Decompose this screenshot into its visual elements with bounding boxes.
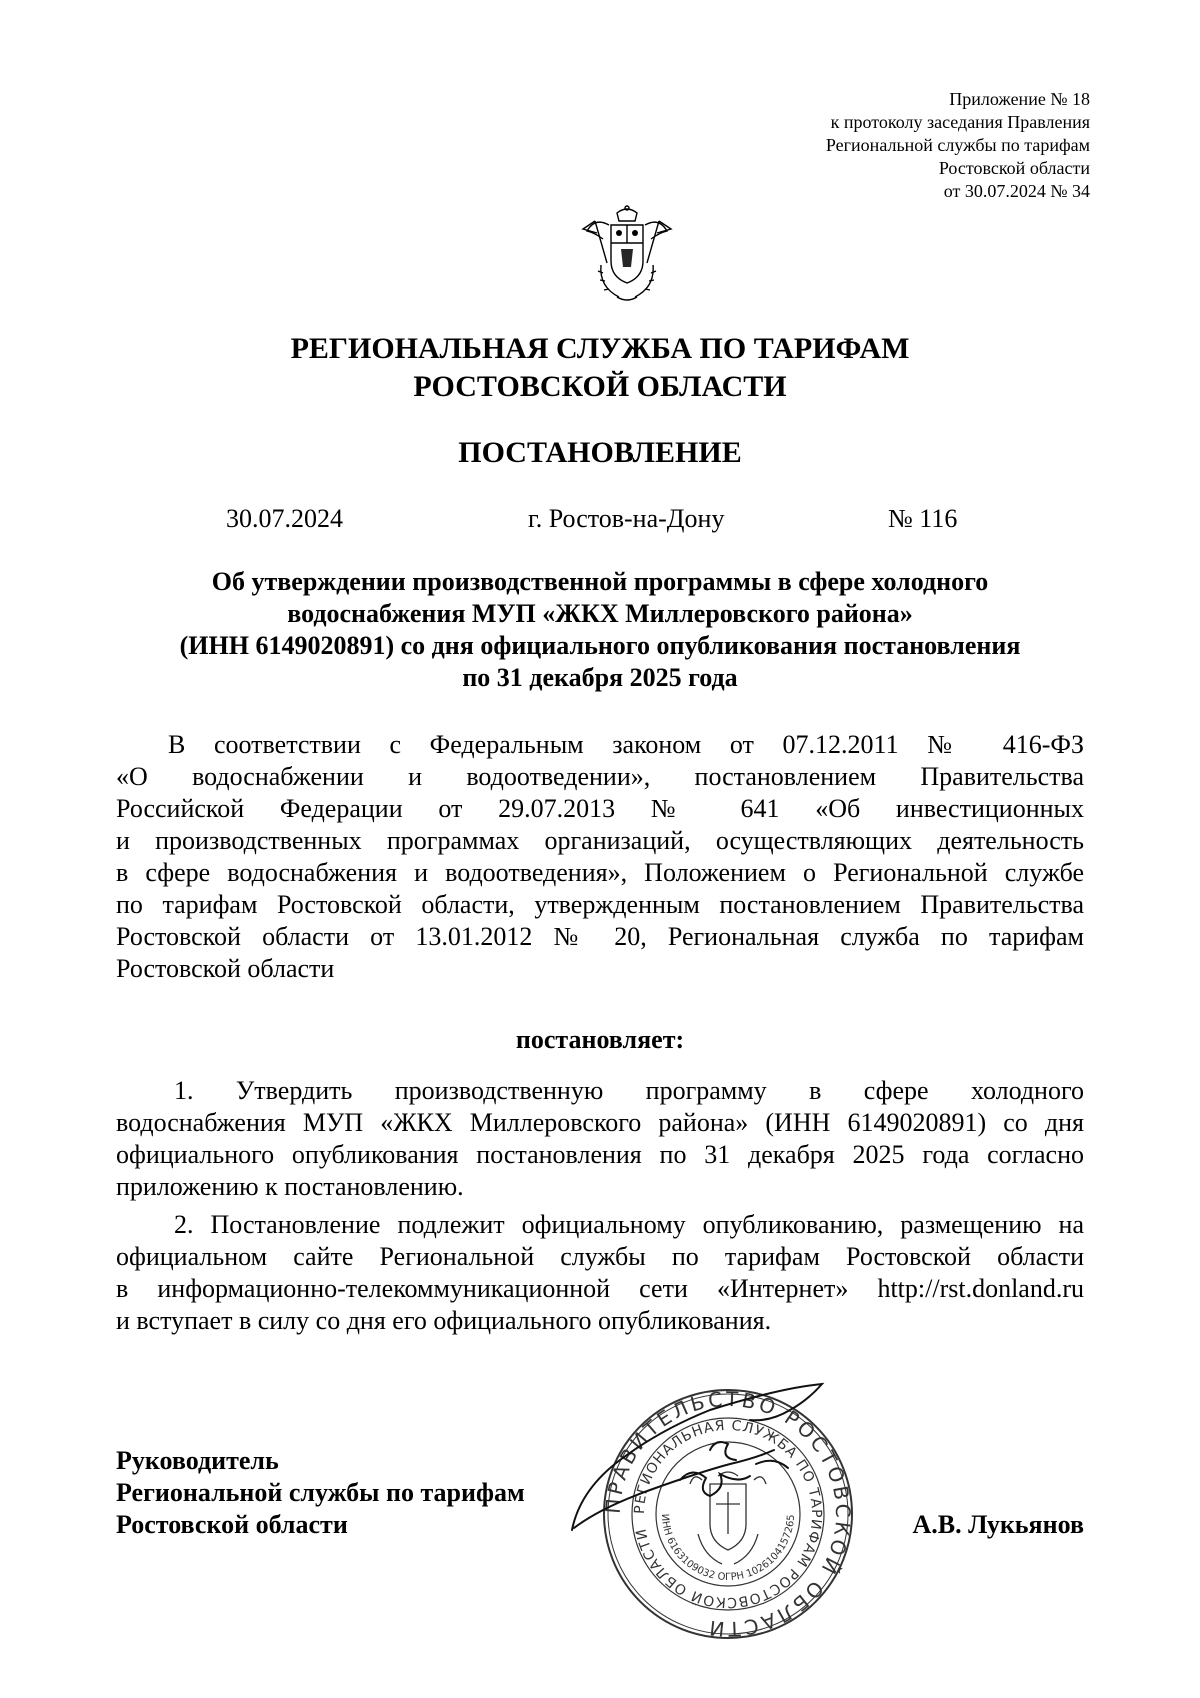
handwritten-signature-icon [560, 1380, 880, 1550]
preamble-line: В соответствии с Федеральным законом от 07.12.2011 № 416-ФЗ [168, 730, 1084, 759]
seal-outer-text: ПРАВИТЕЛЬСТВО РОСТОВСКОЙ ОБЛАСТИ [600, 1386, 856, 1642]
preamble-line: Российской Федерации от 29.07.2013 № 641 «Об инвестиционных [116, 794, 1084, 823]
coat-of-arms-icon [573, 203, 681, 305]
item-line: 2. Постановление подлежит официальному опубликованию, размещению на [174, 1210, 1084, 1239]
signer-name: А.В. Лукьянов [912, 1510, 1084, 1539]
preamble-line: «О водоснабжении и водоотведении», постановлением Правительства [116, 762, 1084, 791]
appendix-line: Ростовской области [938, 158, 1090, 178]
resolution-item-2 [116, 1209, 1084, 1337]
subject-line: по 31 декабря 2025 года [462, 663, 738, 692]
item-line: официального опубликования постановления по 31 декабря 2025 года согласно [116, 1140, 1084, 1169]
preamble-line: по тарифам Ростовской области, утвержденным постановлением Правительства [116, 890, 1084, 919]
appendix-line: от 30.07.2024 № 34 [943, 181, 1090, 201]
appendix-line: к протоколу заседания Правления [830, 112, 1090, 132]
appendix-reference [826, 88, 1090, 203]
appendix-line: Приложение № 18 [949, 89, 1090, 109]
document-city: г. Ростов-на-Дону [528, 504, 725, 533]
resolution-item-1 [116, 1075, 1084, 1203]
preamble-line: в сфере водоснабжения и водоотведения», Положением о Региональной службе [116, 858, 1084, 887]
item-line: официальном сайте Региональной службы по тарифам Ростовской области [116, 1242, 1084, 1271]
signatory-line: Региональной службы по тарифам [116, 1478, 525, 1507]
seal-inner-text: РЕГИОНАЛЬНАЯ СЛУЖБА ПО ТАРИФАМ РОСТОВСКОЙ ОБЛАСТИ [631, 1417, 825, 1611]
preamble-paragraph [116, 729, 1084, 985]
agency-name-line: РЕГИОНАЛЬНАЯ СЛУЖБА ПО ТАРИФАМ [290, 332, 910, 365]
signatory-line: Руководитель [116, 1446, 279, 1475]
resolves-heading: постановляет: [515, 1025, 685, 1054]
subject-line: (ИНН 6149020891) со дня официального опубликования постановления [179, 631, 1021, 660]
item-line: приложению к постановлению. [116, 1172, 464, 1201]
preamble-line: Ростовской области от 13.01.2012 № 20, Региональная служба по тарифам [116, 922, 1084, 951]
seal-id-text: ИНН 6163109032 ОГРН 1026104157265 [658, 1513, 798, 1584]
item-line: в информационно-телекоммуникационной сети «Интернет» http://rst.donland.ru [116, 1274, 1084, 1303]
preamble-line: Ростовской области [116, 954, 335, 983]
item-line: 1. Утвердить производственную программу в сфере холодного [174, 1076, 1084, 1105]
signatory-line: Ростовской области [116, 1510, 348, 1539]
document-number: № 116 [888, 504, 958, 533]
agency-name [0, 330, 1200, 406]
appendix-line: Региональной службы по тарифам [825, 135, 1090, 155]
document-subject [0, 566, 1200, 694]
item-line: и вступает в силу со дня его официального опубликования. [116, 1306, 772, 1335]
item-line: водоснабжения МУП «ЖКХ Миллеровского района» (ИНН 6149020891) со дня [116, 1108, 1084, 1137]
agency-name-line: РОСТОВСКОЙ ОБЛАСТИ [413, 370, 787, 403]
document-date: 30.07.2024 [226, 504, 343, 533]
document-type: ПОСТАНОВЛЕНИЕ [458, 436, 742, 469]
signatory-title [116, 1445, 525, 1541]
subject-line: Об утверждении производственной программы в сфере холодного [211, 567, 989, 596]
subject-line: водоснабжения МУП «ЖКХ Миллеровского района» [287, 599, 913, 628]
preamble-line: и производственных программах организаций, осуществляющих деятельность [116, 826, 1084, 855]
